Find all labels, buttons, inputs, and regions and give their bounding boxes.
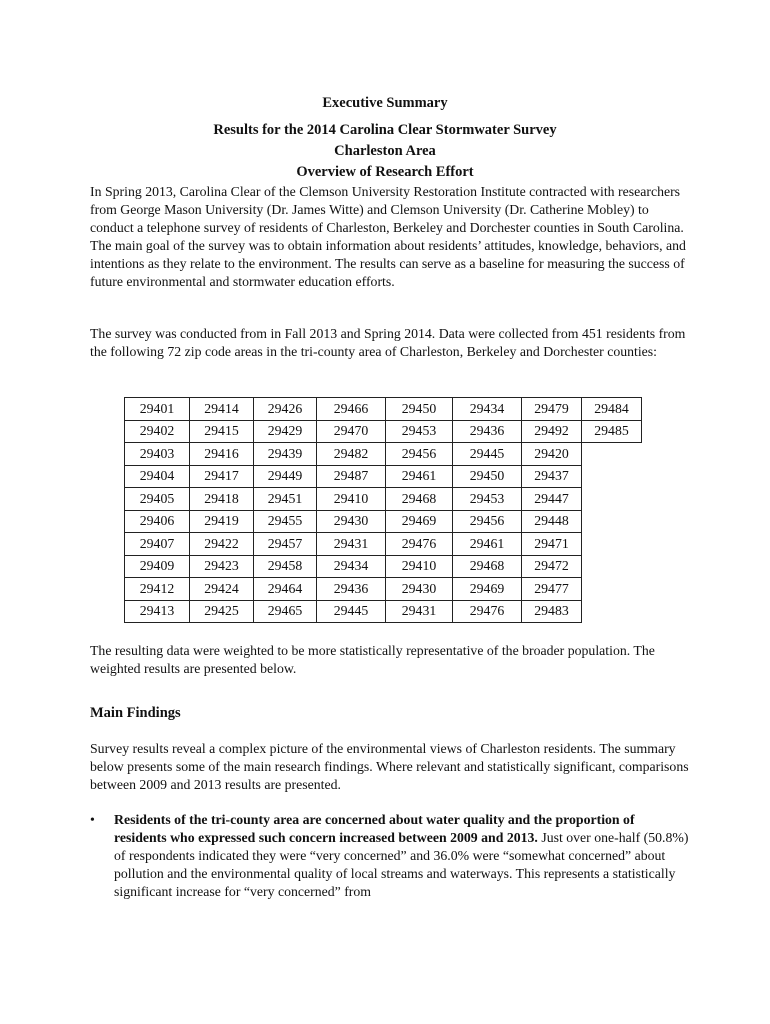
zip-code-cell: 29464	[254, 578, 317, 601]
zip-code-cell: 29416	[190, 443, 254, 466]
table-row	[125, 510, 642, 533]
zip-code-cell: 29423	[190, 555, 254, 578]
zip-code-cell: 29424	[190, 578, 254, 601]
zip-code-cell: 29412	[125, 578, 190, 601]
zip-code-cell: 29434	[317, 555, 386, 578]
zip-code-cell: 29407	[125, 533, 190, 556]
zip-code-cell: 29404	[125, 465, 190, 488]
zip-code-cell: 29439	[254, 443, 317, 466]
main-findings-paragraph: Survey results reveal a complex picture of the environmental views of Charleston residents. The summary below presents some of the main research findings. Where relevant and statistically significant, comparisons between 2009 and 2013 results are presented.	[90, 741, 689, 792]
table-row	[125, 600, 642, 623]
table-row	[125, 533, 642, 556]
zip-code-cell: 29449	[254, 465, 317, 488]
zip-code-cell: 29483	[522, 600, 582, 623]
weighted-paragraph: The resulting data were weighted to be more statistically representative of the broader population. The weighted results are presented below.	[90, 643, 655, 676]
zip-code-cell: 29430	[386, 578, 453, 601]
survey-paragraph: The survey was conducted from in Fall 2013 and Spring 2014. Data were collected from 451 residents from the following 72 zip code areas in the tri-county area of Charleston, Berkeley and Dorchester counties:	[90, 326, 686, 359]
zip-code-cell: 29469	[386, 510, 453, 533]
zip-code-cell: 29456	[453, 510, 522, 533]
empty-cell	[582, 488, 642, 511]
zip-code-cell: 29401	[125, 398, 190, 421]
intro-paragraph: In Spring 2013, Carolina Clear of the Clemson University Restoration Institute contracted with researchers from George Mason University (Dr. James Witte) and Clemson University (Dr. Catherine Mobley) to conduct a telephone survey of residents of Charleston, Berkeley and Dorchester counties in South Carolina. The main goal of the survey was to obtain information about residents’ attitudes, knowledge, behaviors, and intentions as they relate to the environment. The results can serve as a baseline for measuring the success of future environmental and stormwater education efforts.	[90, 184, 686, 289]
zip-code-cell: 29437	[522, 465, 582, 488]
zip-code-cell: 29455	[254, 510, 317, 533]
main-findings-heading: Main Findings	[90, 705, 181, 721]
zip-code-cell: 29410	[317, 488, 386, 511]
zip-code-cell: 29470	[317, 420, 386, 443]
zip-code-cell: 29409	[125, 555, 190, 578]
zip-code-cell: 29403	[125, 443, 190, 466]
zip-code-cell: 29422	[190, 533, 254, 556]
zip-code-cell: 29431	[317, 533, 386, 556]
zip-code-cell: 29426	[254, 398, 317, 421]
zip-code-cell: 29425	[190, 600, 254, 623]
empty-cell	[582, 465, 642, 488]
bullet-icon: •	[90, 812, 95, 827]
empty-cell	[582, 555, 642, 578]
zip-code-cell: 29410	[386, 555, 453, 578]
zip-code-cell: 29469	[453, 578, 522, 601]
zip-code-cell: 29429	[254, 420, 317, 443]
zip-code-cell: 29487	[317, 465, 386, 488]
table-row	[125, 420, 642, 443]
zip-code-table	[124, 397, 642, 623]
zip-code-cell: 29447	[522, 488, 582, 511]
zip-code-cell: 29431	[386, 600, 453, 623]
zip-code-cell: 29485	[582, 420, 642, 443]
table-row	[125, 488, 642, 511]
zip-code-cell: 29417	[190, 465, 254, 488]
finding-bullet-body: Just over one-half (50.8%) of respondents indicated they were “very concerned” and 36.0% were “somewhat concerned” about pollution and the environmental quality of local streams and waterways. This represents a statistically significant increase for “very concerned” from	[114, 830, 689, 899]
finding-bullet-bold: Residents of the tri-county area are concerned about water quality and the proportion of residents who expressed such concern increased between 2009 and 2013.	[114, 812, 635, 845]
zip-code-cell: 29430	[317, 510, 386, 533]
table-row	[125, 555, 642, 578]
table-row	[125, 465, 642, 488]
subtitle-line-3: Overview of Research Effort	[296, 164, 474, 180]
empty-cell	[582, 443, 642, 466]
zip-code-cell: 29453	[453, 488, 522, 511]
empty-cell	[582, 578, 642, 601]
empty-cell	[582, 600, 642, 623]
zip-code-cell: 29451	[254, 488, 317, 511]
subtitle-line-2: Charleston Area	[334, 143, 436, 159]
finding-bullet-text	[114, 811, 690, 901]
zip-code-cell: 29436	[317, 578, 386, 601]
zip-code-cell: 29492	[522, 420, 582, 443]
zip-code-cell: 29468	[453, 555, 522, 578]
table-row	[125, 443, 642, 466]
zip-code-cell: 29476	[453, 600, 522, 623]
empty-cell	[582, 533, 642, 556]
zip-code-cell: 29457	[254, 533, 317, 556]
zip-code-cell: 29468	[386, 488, 453, 511]
zip-code-cell: 29477	[522, 578, 582, 601]
zip-code-cell: 29450	[386, 398, 453, 421]
zip-code-cell: 29436	[453, 420, 522, 443]
table-row	[125, 578, 642, 601]
zip-code-cell: 29445	[317, 600, 386, 623]
zip-code-cell: 29476	[386, 533, 453, 556]
zip-code-cell: 29413	[125, 600, 190, 623]
zip-code-cell: 29415	[190, 420, 254, 443]
zip-code-cell: 29484	[582, 398, 642, 421]
table-row	[125, 398, 642, 421]
zip-code-cell: 29465	[254, 600, 317, 623]
zip-code-cell: 29418	[190, 488, 254, 511]
zip-code-cell: 29453	[386, 420, 453, 443]
zip-code-cell: 29405	[125, 488, 190, 511]
empty-cell	[582, 510, 642, 533]
zip-code-cell: 29461	[453, 533, 522, 556]
zip-code-cell: 29471	[522, 533, 582, 556]
zip-code-cell: 29458	[254, 555, 317, 578]
subtitle-line-1: Results for the 2014 Carolina Clear Stormwater Survey	[213, 122, 557, 138]
zip-code-cell: 29482	[317, 443, 386, 466]
zip-code-cell: 29448	[522, 510, 582, 533]
zip-code-cell: 29472	[522, 555, 582, 578]
zip-code-cell: 29466	[317, 398, 386, 421]
subtitle-block	[0, 120, 770, 183]
zip-code-cell: 29461	[386, 465, 453, 488]
zip-code-cell: 29456	[386, 443, 453, 466]
zip-code-cell: 29406	[125, 510, 190, 533]
zip-code-cell: 29445	[453, 443, 522, 466]
zip-code-cell: 29420	[522, 443, 582, 466]
zip-code-cell: 29479	[522, 398, 582, 421]
zip-code-cell: 29414	[190, 398, 254, 421]
zip-code-cell: 29402	[125, 420, 190, 443]
zip-code-cell: 29434	[453, 398, 522, 421]
zip-code-cell: 29419	[190, 510, 254, 533]
zip-code-cell: 29450	[453, 465, 522, 488]
page-title: Executive Summary	[322, 95, 448, 111]
